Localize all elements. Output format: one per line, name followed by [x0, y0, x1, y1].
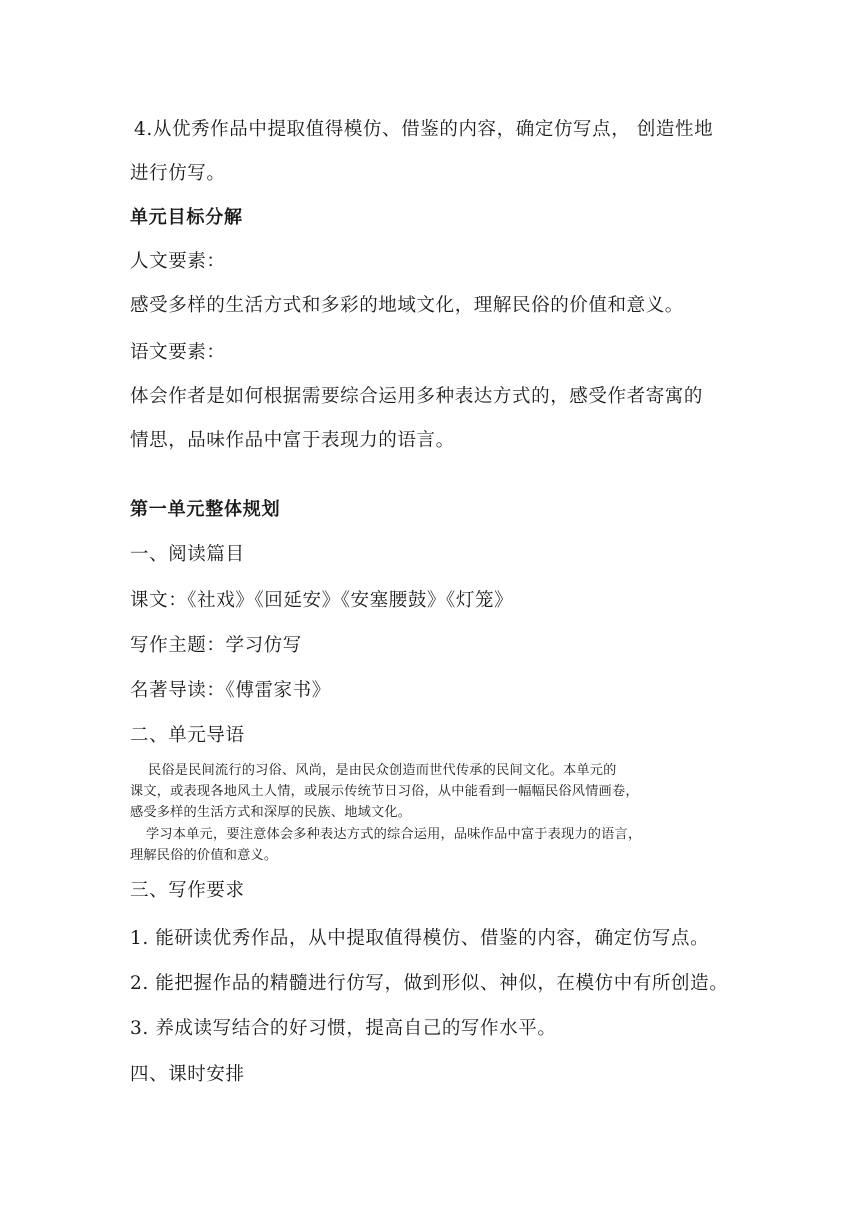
humanistic-label: 人文要素： — [130, 251, 226, 272]
language-text-line-1: 体会作者是如何根据需要综合运用多种表达方式的，感受作者寄寓的 — [130, 386, 704, 407]
plan-heading: 第一单元整体规划 — [130, 499, 281, 520]
classic-reading: 名著导读：《傅雷家书》 — [130, 680, 331, 701]
objective-4-line-2: 进行仿写。 — [130, 163, 226, 184]
intro-paragraph-1-line-3: 感受多样的生活方式和深厚的民族、地域文化。 — [130, 805, 412, 820]
writing-theme: 写作主题：学习仿写 — [130, 635, 302, 656]
humanistic-text: 感受多样的生活方式和多彩的地域文化，理解民俗的价值和意义。 — [130, 295, 684, 316]
intro-paragraph-2-line-2: 理解民俗的价值和意义。 — [130, 848, 278, 863]
requirement-3: 3. 养成读写结合的好习惯，提高自己的写作水平。 — [130, 1018, 557, 1039]
intro-paragraph-2-line-1: 学习本单元，要注意体会多种表达方式的综合运用，品味作品中富于表现力的语言， — [146, 827, 642, 842]
texts-list: 课文：《社戏》《回延安》《安塞腰鼓》《灯笼》 — [130, 590, 514, 611]
section-title-intro: 二、单元导语 — [130, 725, 245, 746]
section-title-schedule: 四、课时安排 — [130, 1064, 245, 1085]
language-text-line-2: 情思，品味作品中富于表现力的语言。 — [130, 430, 455, 451]
section-title-writing: 三、写作要求 — [130, 880, 245, 901]
objective-4-line-1: 4.从优秀作品中提取值得模仿、借鉴的内容，确定仿写点， 创造性地 — [134, 119, 714, 140]
intro-paragraph-1-line-1: 民俗是民间流行的习俗、风尚，是由民众创造而世代传承的民间文化。本单元的 — [148, 763, 617, 778]
intro-paragraph-1-line-2: 课文，或表现各地风土人情，或展示传统节日习俗，从中能看到一幅幅民俗风情画卷， — [130, 784, 639, 799]
unit-goal-heading: 单元目标分解 — [130, 207, 243, 228]
section-title-reading: 一、阅读篇目 — [130, 544, 245, 565]
language-label: 语文要素： — [130, 342, 226, 363]
requirement-2: 2. 能把握作品的精髓进行仿写，做到形似、神似，在模仿中有所创造。 — [130, 973, 729, 994]
requirement-1: 1. 能研读优秀作品，从中提取值得模仿、借鉴的内容，确定仿写点。 — [130, 928, 710, 949]
